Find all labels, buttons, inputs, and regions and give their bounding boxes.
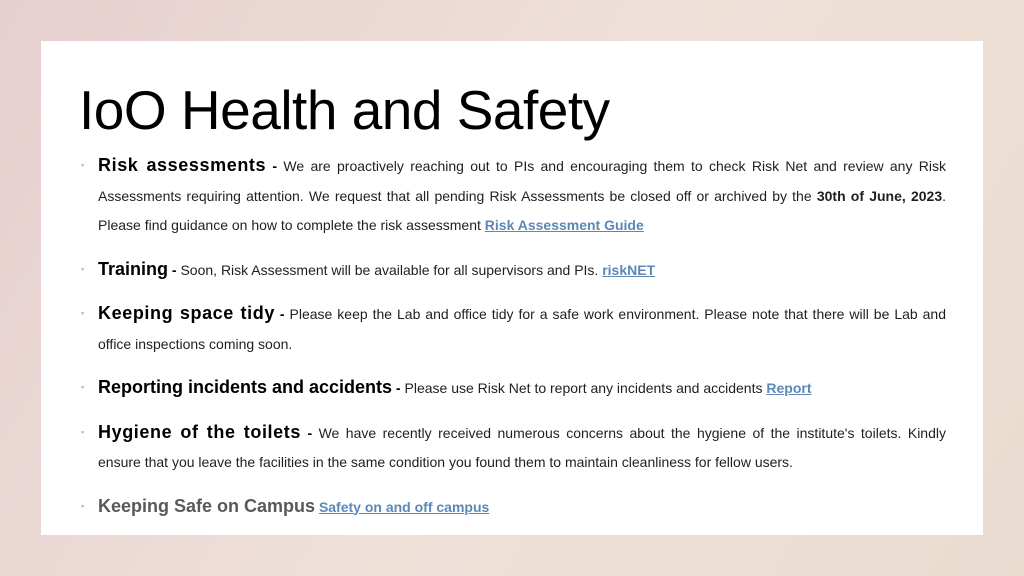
bullet-heading: Training xyxy=(98,258,169,279)
bullet-text: We are proactively reaching out to PIs and encouraging them to check Risk Net and review any Risk Assessments requiring attention. We request that all pending Risk Assessments be closed off or archived by the xyxy=(98,158,946,204)
bullet-training xyxy=(81,255,946,286)
slide xyxy=(41,41,983,535)
bullet-heading: Keeping space tidy xyxy=(98,303,275,323)
bullet-separator: - xyxy=(168,261,181,278)
bullet-keeping-space-tidy xyxy=(81,299,946,359)
safety-on-off-campus-link[interactable]: Safety on and off campus xyxy=(318,498,490,515)
bullet-square-icon: ▪ xyxy=(81,500,85,511)
bullet-text: Soon, Risk Assessment will be available for all supervisors and PIs. xyxy=(180,261,603,278)
bullet-square-icon: ▪ xyxy=(81,426,85,437)
bullet-hygiene-toilets xyxy=(81,418,946,478)
deadline-text: 30th of June, 2023 xyxy=(816,187,943,204)
bullet-text: . Please find guidance on how to complete the risk assessment xyxy=(98,187,946,233)
bullet-reporting-incidents xyxy=(81,373,946,404)
bullet-square-icon: ▪ xyxy=(81,308,85,318)
bullet-square-icon: ▪ xyxy=(81,263,85,274)
bullet-separator: - xyxy=(392,380,405,396)
bullet-keeping-safe-campus xyxy=(81,492,946,523)
bullet-heading: Risk assessments xyxy=(98,155,267,175)
bullet-heading: Hygiene of the toilets xyxy=(98,421,301,442)
risknet-link[interactable]: riskNET xyxy=(602,261,656,278)
bullet-text: Please use Risk Net to report any incidents and accidents xyxy=(404,380,767,396)
slide-title: IoO Health and Safety xyxy=(79,79,610,141)
bullet-text: We have recently received numerous concerns about the hygiene of the institute's toilets. Kindly ensure that you leave the facilities in the same condition you found them to maintain cleanliness for fellow users. xyxy=(98,424,946,470)
bullet-square-icon: ▪ xyxy=(81,382,85,392)
bullet-separator: - xyxy=(274,306,290,322)
bullet-risk-assessments xyxy=(81,151,946,241)
bullet-text: Please keep the Lab and office tidy for a safe work environment. Please note that there will be Lab and office inspections coming soon. xyxy=(98,306,946,352)
bullet-heading: Reporting incidents and accidents xyxy=(98,377,393,397)
risk-assessment-guide-link[interactable]: Risk Assessment Guide xyxy=(484,217,644,233)
bullet-separator: - xyxy=(266,158,284,174)
bullet-list xyxy=(81,151,946,536)
bullet-heading: Keeping Safe on Campus xyxy=(98,495,316,516)
report-link[interactable]: Report xyxy=(766,380,812,396)
bullet-separator: - xyxy=(300,424,319,441)
bullet-square-icon: ▪ xyxy=(81,160,85,170)
